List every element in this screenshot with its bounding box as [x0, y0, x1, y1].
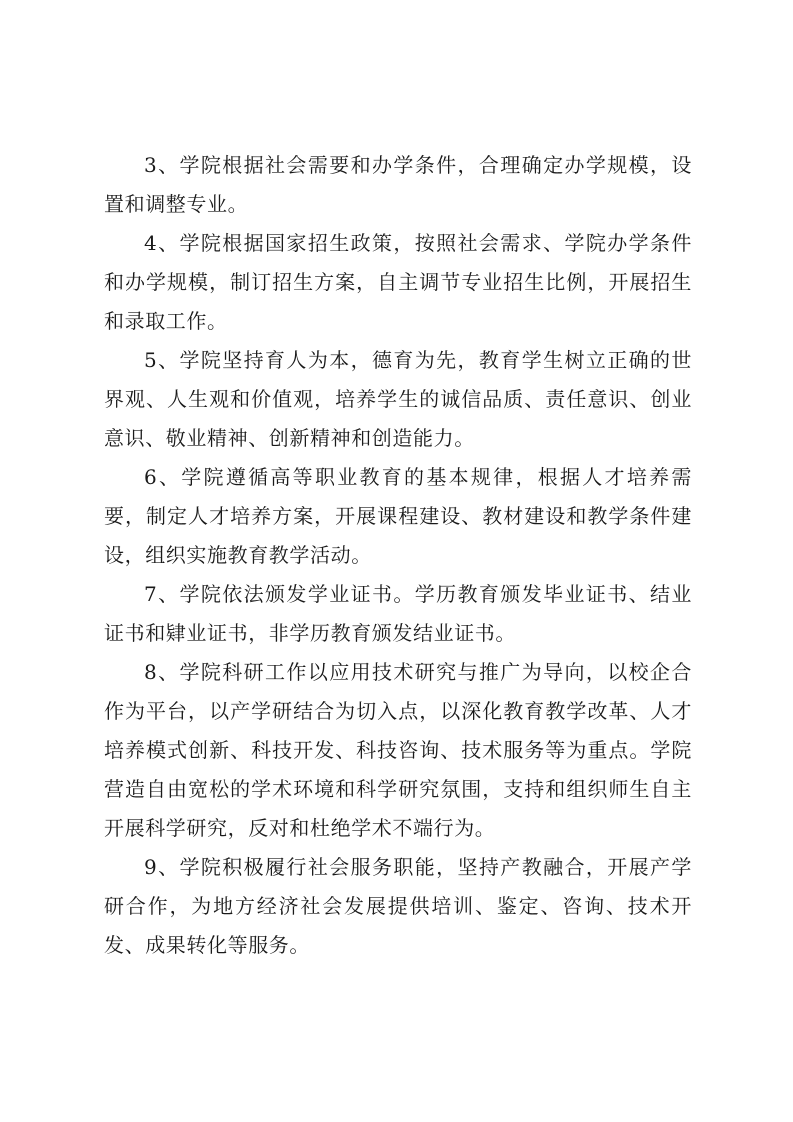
document-body	[104, 146, 692, 965]
paragraph-item-8: 8、学院科研工作以应用技术研究与推广为导向，以校企合作为平台，以产学研结合为切入点，以深化教育教学改革、人才培养模式创新、科技开发、科技咨询、技术服务等为重点。学院营造自由宽松的学术环境和科学研究氛围，支持和组织师生自主开展科学研究，反对和杜绝学术不端行为。	[104, 660, 692, 840]
paragraph-item-9: 9、学院积极履行社会服务职能，坚持产教融合，开展产学研合作，为地方经济社会发展提供培训、鉴定、咨询、技术开发、成果转化等服务。	[104, 855, 692, 957]
paragraph-item-5: 5、学院坚持育人为本，德育为先，教育学生树立正确的世界观、人生观和价值观，培养学生的诚信品质、责任意识、创业意识、敬业精神、创新精神和创造能力。	[104, 348, 692, 450]
paragraph-item-7: 7、学院依法颁发学业证书。学历教育颁发毕业证书、结业证书和肄业证书，非学历教育颁发结业证书。	[104, 582, 692, 645]
paragraph-item-6: 6、学院遵循高等职业教育的基本规律，根据人才培养需要，制定人才培养方案，开展课程建设、教材建设和教学条件建设，组织实施教育教学活动。	[104, 465, 692, 567]
paragraph-item-4: 4、学院根据国家招生政策，按照社会需求、学院办学条件和办学规模，制订招生方案，自主调节专业招生比例，开展招生和录取工作。	[104, 231, 692, 333]
paragraph-item-3: 3、学院根据社会需要和办学条件，合理确定办学规模，设置和调整专业。	[104, 153, 692, 216]
